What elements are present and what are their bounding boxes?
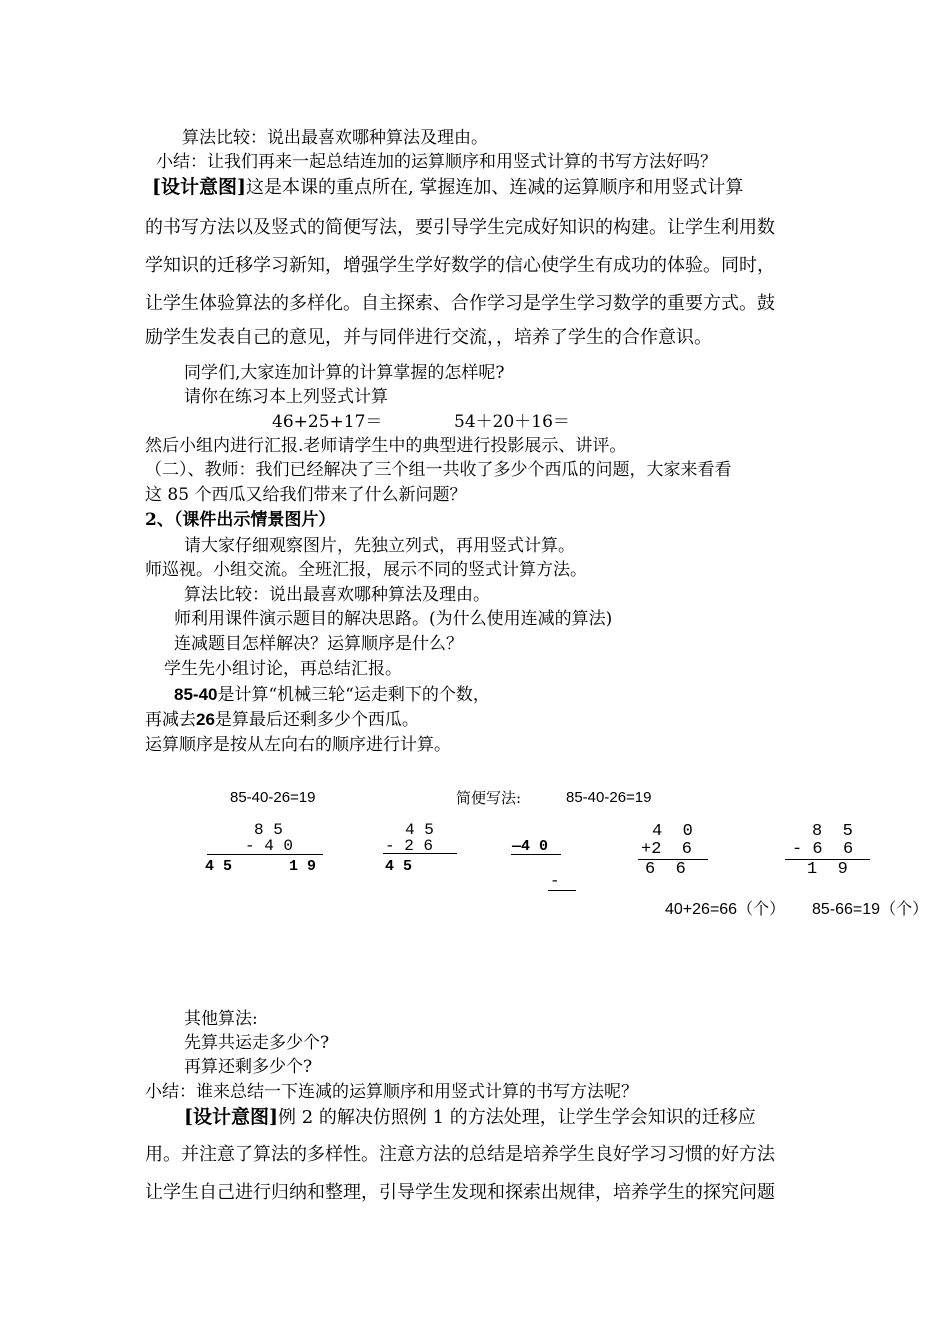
design-intent-tag: [设计意图] <box>184 1106 278 1128</box>
text-line: 小结：让我们再来一起总结连加的运算顺序和用竖式计算的书写方法好吗？ <box>156 152 717 172</box>
text-line: 师利用课件演示题目的解决思路。(为什么使用连减的算法) <box>174 609 613 629</box>
design-intent-paragraph <box>152 176 743 199</box>
vertical-calc-dash: - <box>550 872 560 890</box>
text-line <box>174 684 490 706</box>
text-line: 让学生自己进行归纳和整理，引导学生发现和探索出规律，培养学生的探究问题 <box>145 1182 775 1203</box>
equation: 85-40-26=19 <box>230 789 316 806</box>
vertical-calc-top: 4 5 <box>405 821 434 839</box>
text-span: 是计算“机械三轮“运走剩下的个数， <box>217 685 490 705</box>
text-span: 85-40 <box>174 685 218 704</box>
vertical-calc-minus: - 4 0 <box>245 837 294 855</box>
text-line: 请你在练习本上列竖式计算 <box>184 387 388 407</box>
text-span: 例 2 的解决仿照例 1 的方法处理，让学生学会知识的迁移应 <box>277 1107 756 1128</box>
text-span: 26 <box>196 710 215 729</box>
calc-rule <box>383 853 457 854</box>
text-line: 学生先小组讨论，再总结汇报。 <box>164 659 402 679</box>
text-span: 是算最后还剩多少个西瓜。 <box>214 710 419 730</box>
text-line: 然后小组内进行汇报.老师请学生中的典型进行投影展示、讲评。 <box>145 436 627 456</box>
text-line <box>145 709 419 731</box>
text-line: 师巡视。小组交流。全班汇报，展示不同的竖式计算方法。 <box>145 560 587 580</box>
text-span: 这是本课的重点所在, 掌握连加、连减的运算顺序和用竖式计算 <box>245 177 744 198</box>
calc-rule <box>548 890 576 891</box>
vertical-calc-top: 8 5 <box>812 822 853 841</box>
vertical-calc-plus: +2 6 <box>641 840 693 859</box>
formula: 85-66=19（个） <box>812 901 929 918</box>
text-line: 连减题目怎样解决？运算顺序是什么？ <box>174 634 463 654</box>
text-line: 学知识的迁移学习新知，增强学生学好数学的信心使学生有成功的体验。同时， <box>145 255 775 276</box>
vertical-calc-result: 1 9 <box>289 858 317 875</box>
section-heading: 2、（课件出示情景图片） <box>145 510 336 530</box>
vertical-calc-top: 4 0 <box>652 822 693 841</box>
vertical-calc-result: 4 5 <box>385 858 413 875</box>
vertical-calc-minus: - 6 6 <box>792 840 854 859</box>
text-line: （二）、教师：我们已经解决了三个组一共收了多少个西瓜的问题，大家来看看 <box>145 460 732 480</box>
text-line: 用。并注意了算法的多样性。注意方法的总结是培养学生良好学习习惯的好方法 <box>145 1144 775 1165</box>
text-line: 算法比较：说出最喜欢哪种算法及理由。 <box>184 585 490 605</box>
expression: 54＋20＋16＝ <box>454 412 570 432</box>
text-line: 运算顺序是按从左向右的顺序进行计算。 <box>145 735 451 755</box>
text-line: 同学们,大家连加计算的计算掌握的怎样呢? <box>184 363 505 383</box>
calc-rule <box>511 854 561 855</box>
text-line: 先算共运走多少个? <box>184 1033 330 1053</box>
text-line: 小结：谁来总结一下连减的运算顺序和用竖式计算的书写方法呢？ <box>145 1082 638 1102</box>
equation: 85-40-26=19 <box>566 789 652 806</box>
design-intent-paragraph <box>184 1106 756 1129</box>
design-intent-tag: [设计意图] <box>152 176 246 198</box>
text-line: 让学生体验算法的多样化。自主探索、合作学习是学生学习数学的重要方式。鼓 <box>145 293 775 314</box>
vertical-calc-result: 4 5 <box>205 858 233 875</box>
text-line: 其他算法: <box>184 1009 258 1029</box>
text-span: 再减去 <box>145 710 196 730</box>
text-line: 算法比较：说出最喜欢哪种算法及理由。 <box>182 128 488 148</box>
vertical-calc-minus: - 2 6 <box>385 837 434 855</box>
label: 简便写法: <box>456 789 522 807</box>
text-line: 励学生发表自己的意见，并与同伴进行交流，，培养了学生的合作意识。 <box>145 327 712 348</box>
text-line: 这 85 个西瓜又给我们带来了什么新问题？ <box>145 485 467 505</box>
expression: 46+25+17＝ <box>272 412 383 432</box>
text-line: 的书写方法以及竖式的简便写法，要引导学生完成好知识的构建。让学生利用数 <box>145 217 775 238</box>
calc-rule <box>207 854 323 855</box>
text-line: 请大家仔细观察图片，先独立列式，再用竖式计算。 <box>184 536 575 556</box>
vertical-calc-result: 1 9 <box>807 860 848 879</box>
vertical-calc-minus: —4 0 <box>512 838 549 855</box>
vertical-calc-top: 8 5 <box>254 821 283 839</box>
vertical-calc-result: 6 6 <box>645 860 686 879</box>
formula: 40+26=66（个） <box>665 901 786 918</box>
text-line: 再算还剩多少个? <box>184 1057 313 1077</box>
